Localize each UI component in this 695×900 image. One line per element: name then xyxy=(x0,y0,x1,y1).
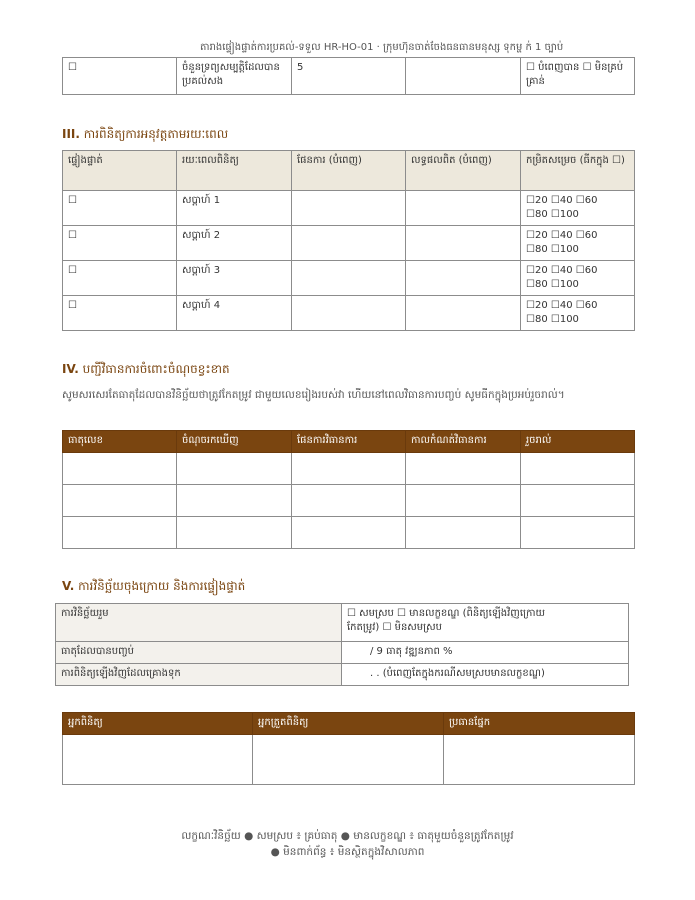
section-3-title xyxy=(62,126,228,144)
period-label: សប្តាហ៍ 2 xyxy=(177,226,292,261)
judgement-options[interactable] xyxy=(342,604,629,642)
signature-box[interactable] xyxy=(63,735,253,785)
judgement-line: ☐ សមស្រប ☐ មានលក្ខខណ្ឌ (ពិនិត្យឡើងវិញក្រោយ xyxy=(347,608,546,619)
signature-table xyxy=(62,712,635,785)
empty-cell[interactable] xyxy=(406,58,521,95)
input-cell[interactable] xyxy=(521,485,635,517)
table-row xyxy=(56,642,629,664)
level-options[interactable] xyxy=(521,296,635,331)
input-cell[interactable] xyxy=(177,517,292,549)
level-options-line: ☐20 ☐40 ☐60 xyxy=(526,195,598,206)
input-cell[interactable] xyxy=(406,517,521,549)
level-options-line: ☐20 ☐40 ☐60 xyxy=(526,265,598,276)
level-options-line: ☐20 ☐40 ☐60 xyxy=(526,230,598,241)
level-options[interactable] xyxy=(521,191,635,226)
col-header: ប្រធានផ្នែក xyxy=(444,713,635,735)
input-cell[interactable] xyxy=(521,517,635,549)
plan-cell[interactable] xyxy=(292,261,406,296)
footer-criteria-line: លក្ខណៈវិនិច្ឆ័យ ● សមស្រប ៖ គ្រប់ធាតុ ● មានលក្ខខណ្ឌ ៖ ធាតុមួយចំនួនត្រូវកែតម្រូវ xyxy=(181,830,514,842)
col-header: ធាតុលេខ xyxy=(63,431,177,453)
section-title-text: បញ្ជីវិធានការចំពោះចំណុចខ្វះខាត xyxy=(78,362,230,376)
signature-box[interactable] xyxy=(253,735,444,785)
input-cell[interactable] xyxy=(292,485,406,517)
input-cell[interactable] xyxy=(63,517,177,549)
input-cell[interactable] xyxy=(63,453,177,485)
period-label: សប្តាហ៍ 3 xyxy=(177,261,292,296)
checkbox[interactable]: ☐ xyxy=(63,226,177,261)
table-row xyxy=(56,604,629,642)
checkbox[interactable]: ☐ xyxy=(63,58,177,95)
signature-box[interactable] xyxy=(444,735,635,785)
level-options[interactable] xyxy=(521,261,635,296)
section-4-title xyxy=(62,361,230,379)
section-5-title xyxy=(62,578,245,596)
final-judgement-table xyxy=(55,603,629,686)
table-row xyxy=(63,517,635,549)
section-number: IV. xyxy=(62,362,79,376)
checkbox[interactable]: ☐ xyxy=(63,261,177,296)
period-label: សប្តាហ៍ 4 xyxy=(177,296,292,331)
checkbox[interactable]: ☐ xyxy=(63,191,177,226)
col-header: កាលកំណត់វិធានការ xyxy=(406,431,521,453)
table-row xyxy=(63,191,635,226)
footer-criteria-line: ● មិនពាក់ព័ន្ធ ៖ មិនស្ថិតក្នុងវិសាលភាព xyxy=(270,846,425,858)
checkbox[interactable]: ☐ xyxy=(63,296,177,331)
input-cell[interactable] xyxy=(63,485,177,517)
input-cell[interactable] xyxy=(292,453,406,485)
table-row xyxy=(63,226,635,261)
col-header: រយៈពេលពិនិត្យ xyxy=(177,151,292,191)
review-date-field[interactable]: . . (បំពេញតែក្នុងករណីសមស្របមានលក្ខខណ្ឌ) xyxy=(342,664,629,686)
item-value[interactable]: 5 xyxy=(292,58,406,95)
table-row xyxy=(63,296,635,331)
level-options-line: ☐80 ☐100 xyxy=(526,314,579,325)
section-title-text: ការវិនិច្ឆ័យចុងក្រោយ និងការផ្ទៀងផ្ទាត់ xyxy=(74,579,246,593)
col-header: ផ្ទៀងផ្ទាត់ xyxy=(63,151,177,191)
section-4-note: សូមសរសេរតែធាតុដែលបានវិនិច្ឆ័យថាត្រូវកែតម្រូវ ជាមួយលេខរៀងរបស់វា ហើយនៅពេលវិធានការបញ្ចប់ សូមធីកក្នុងប្រអប់រួចរាល់។ xyxy=(62,389,565,401)
col-header: រួចរាល់ xyxy=(521,431,635,453)
table-row xyxy=(63,485,635,517)
row-label: ការពិនិត្យឡើងវិញដែលគ្រោងទុក xyxy=(56,664,342,686)
plan-cell[interactable] xyxy=(292,191,406,226)
item-label: ចំនួនទ្រព្យសម្បត្តិដែលបានប្រគល់សង xyxy=(177,58,292,95)
col-header: ផែនការវិធានការ xyxy=(292,431,406,453)
input-cell[interactable] xyxy=(292,517,406,549)
document-header-line: តារាងផ្ទៀងផ្ទាត់ការប្រគល់-ទទួល HR-HO-01 · ក្រុមហ៊ុនចាត់ចែងធនធានមនុស្ស ទុកម្ហ ក់ 1 ច្បាប់ xyxy=(200,42,564,53)
top-row-table xyxy=(62,57,635,95)
level-options-line: ☐80 ☐100 xyxy=(526,279,579,290)
action-list-table xyxy=(62,430,635,549)
input-cell[interactable] xyxy=(177,485,292,517)
level-options-line: ☐80 ☐100 xyxy=(526,209,579,220)
actual-cell[interactable] xyxy=(406,191,521,226)
section-number: III. xyxy=(62,127,80,141)
col-header: ចំណុចរកឃើញ xyxy=(177,431,292,453)
period-label: សប្តាហ៍ 1 xyxy=(177,191,292,226)
section-title-text: ការពិនិត្យការអនុវត្តតាមរយៈពេល xyxy=(79,127,229,141)
col-header: កម្រិតសម្រេច (ធីកក្នុង ☐) xyxy=(521,151,635,191)
judgement-line: កែតម្រូវ) ☐ មិនសមស្រប xyxy=(347,622,443,633)
plan-cell[interactable] xyxy=(292,226,406,261)
period-check-table xyxy=(62,150,635,331)
section-number: V. xyxy=(62,579,75,593)
col-header: លទ្ធផលពិត (បំពេញ) xyxy=(406,151,521,191)
level-options-line: ☐80 ☐100 xyxy=(526,244,579,255)
table-row xyxy=(63,261,635,296)
input-cell[interactable] xyxy=(406,485,521,517)
col-header: ផែនការ (បំពេញ) xyxy=(292,151,406,191)
progress-field[interactable]: / 9 ធាតុ វឌ្ឍនភាព % xyxy=(342,642,629,664)
input-cell[interactable] xyxy=(521,453,635,485)
table-row xyxy=(63,453,635,485)
plan-cell[interactable] xyxy=(292,296,406,331)
actual-cell[interactable] xyxy=(406,226,521,261)
input-cell[interactable] xyxy=(406,453,521,485)
level-options-line: ☐20 ☐40 ☐60 xyxy=(526,300,598,311)
col-header: អ្នកត្រួតពិនិត្យ xyxy=(253,713,444,735)
actual-cell[interactable] xyxy=(406,296,521,331)
level-options[interactable] xyxy=(521,226,635,261)
actual-cell[interactable] xyxy=(406,261,521,296)
result-options[interactable]: ☐ បំពេញបាន ☐ មិនគ្រប់គ្រាន់ xyxy=(521,58,635,95)
row-label: ការវិនិច្ឆ័យរួម xyxy=(56,604,342,642)
row-label: ធាតុដែលបានបញ្ចប់ xyxy=(56,642,342,664)
table-row xyxy=(56,664,629,686)
input-cell[interactable] xyxy=(177,453,292,485)
col-header: អ្នកពិនិត្យ xyxy=(63,713,253,735)
